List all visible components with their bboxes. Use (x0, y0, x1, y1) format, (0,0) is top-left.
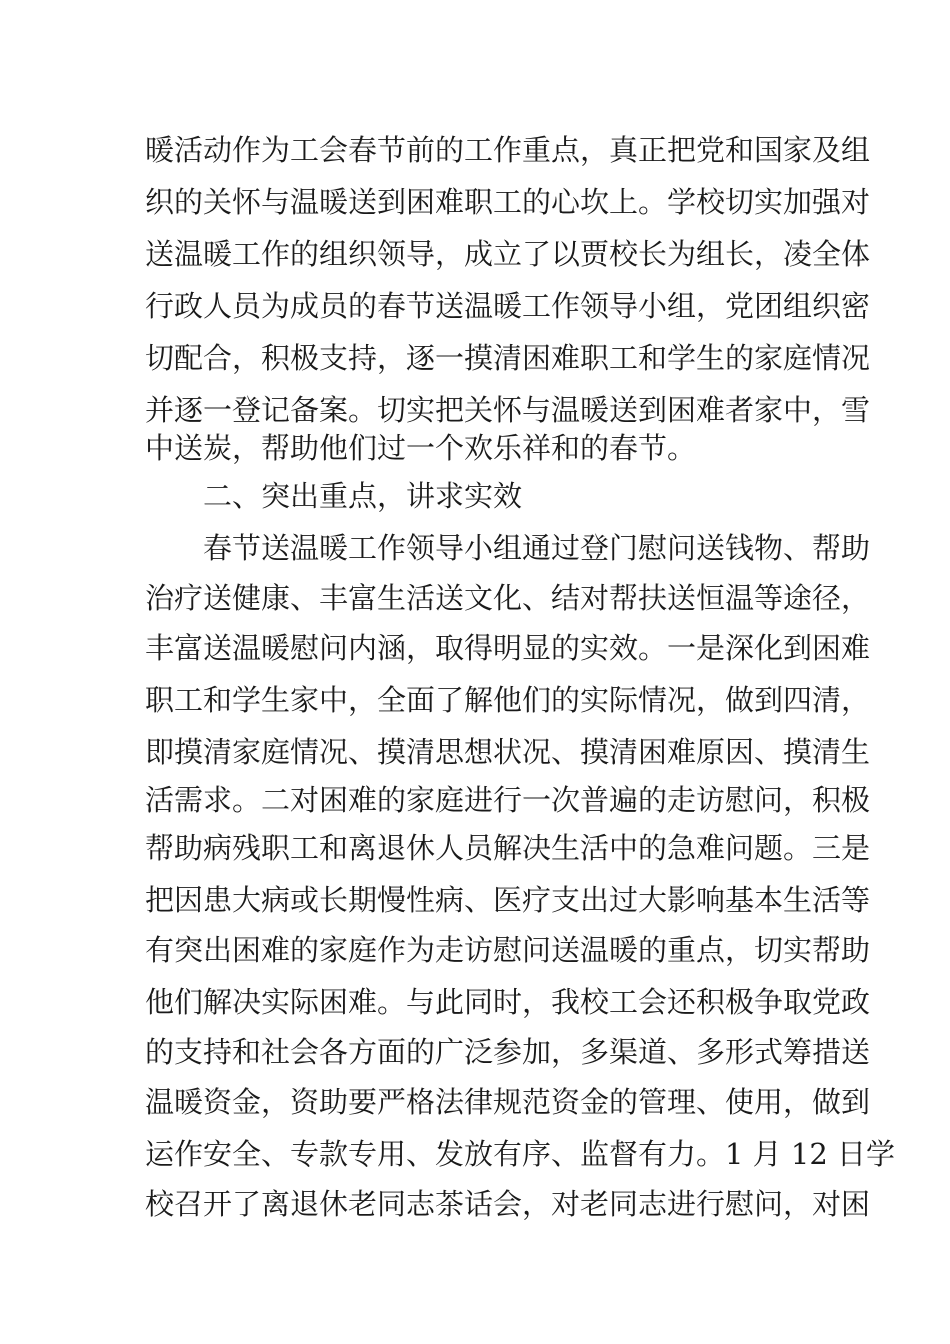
text-line: 暖活动作为工会春节前的工作重点，真正把党和国家及组 (145, 133, 871, 167)
text-line: 治疗送健康、丰富生活送文化、结对帮扶送恒温等途径， (145, 581, 871, 615)
text-line: 运作安全、专款专用、发放有序、监督有力。1 月 12 日学 (145, 1137, 896, 1171)
text-line: 帮助病残职工和离退休人员解决生活中的急难问题。三是 (145, 831, 871, 865)
text-line: 活需求。二对困难的家庭进行一次普遍的走访慰问，积极 (145, 783, 871, 817)
text-line: 他们解决实际困难。与此同时，我校工会还积极争取党政 (145, 985, 871, 1019)
text-line: 织的关怀与温暖送到困难职工的心坎上。学校切实加强对 (145, 185, 871, 219)
text-line: 温暖资金，资助要严格法律规范资金的管理、使用，做到 (145, 1085, 871, 1119)
text-line: 的支持和社会各方面的广泛参加，多渠道、多形式筹措送 (145, 1035, 871, 1069)
text-line: 中送炭，帮助他们过一个欢乐祥和的春节。 (145, 431, 697, 465)
text-line: 丰富送温暖慰问内涵，取得明显的实效。一是深化到困难 (145, 631, 871, 665)
text-line: 并逐一登记备案。切实把关怀与温暖送到困难者家中，雪 (145, 393, 871, 427)
paragraph-first-line: 春节送温暖工作领导小组通过登门慰问送钱物、帮助 (203, 531, 871, 565)
section-heading: 二、突出重点，讲求实效 (203, 479, 523, 513)
text-line: 即摸清家庭情况、摸清思想状况、摸清困难原因、摸清生 (145, 735, 871, 769)
text-line: 校召开了离退休老同志茶话会，对老同志进行慰问，对困 (145, 1187, 871, 1221)
text-line: 切配合，积极支持，逐一摸清困难职工和学生的家庭情况 (145, 341, 871, 375)
text-line: 有突出困难的家庭作为走访慰问送温暖的重点，切实帮助 (145, 933, 871, 967)
text-line: 送温暖工作的组织领导，成立了以贾校长为组长，凌全体 (145, 237, 871, 271)
text-line: 行政人员为成员的春节送温暖工作领导小组，党团组织密 (145, 289, 871, 323)
text-line: 职工和学生家中，全面了解他们的实际情况，做到四清， (145, 683, 871, 717)
text-line: 把因患大病或长期慢性病、医疗支出过大影响基本生活等 (145, 883, 871, 917)
